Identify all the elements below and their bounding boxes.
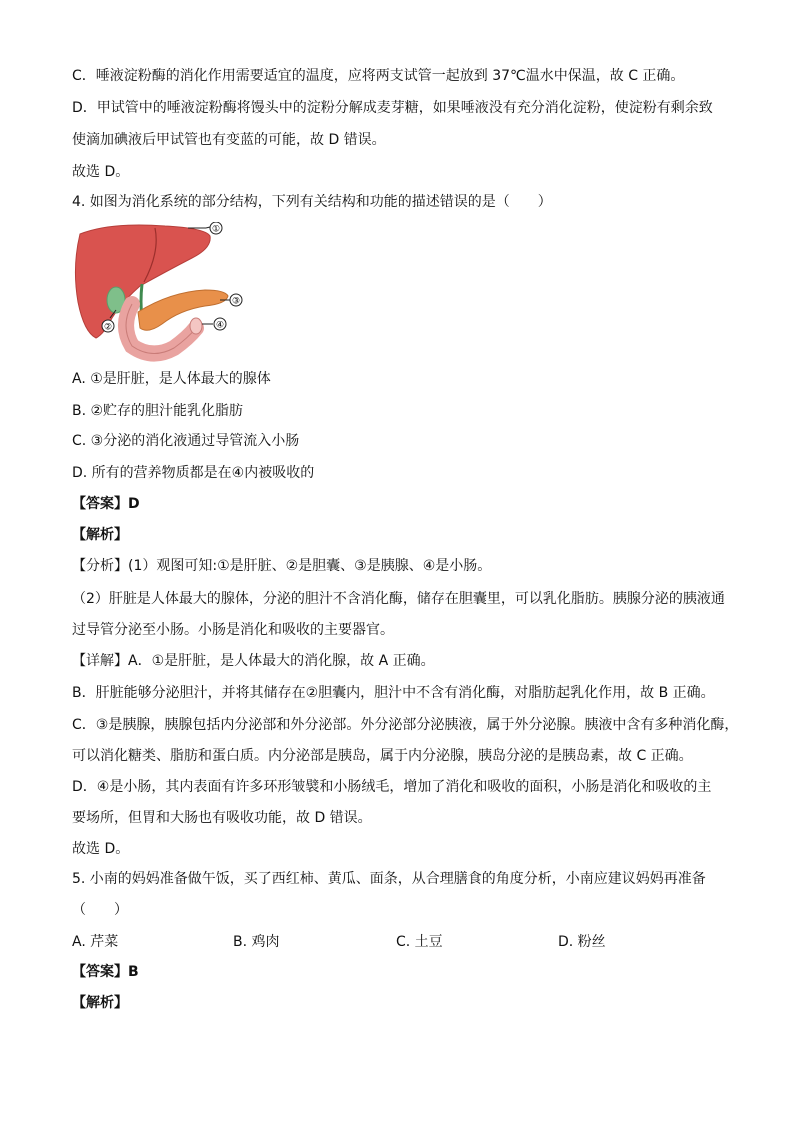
q4-detail-d-cont: 要场所，但胃和大肠也有吸收功能，故 D 错误。 [72, 810, 372, 826]
intestine-opening [190, 318, 202, 334]
q4-select: 故选 D。 [72, 841, 130, 857]
question-4: 4. 如图为消化系统的部分结构，下列有关结构和功能的描述错误的是（ ） [72, 194, 552, 210]
q5-option-c: C. 土豆 [396, 934, 443, 950]
q4-option-d: D. 所有的营养物质都是在④内被吸收的 [72, 465, 315, 481]
text-line-d-explanation: D．甲试管中的唾液淀粉酶将馒头中的淀粉分解成麦芽糖，如果唾液没有充分消化淀粉，使淀粉有剩余致 [72, 100, 713, 116]
label-2: ② [103, 322, 113, 333]
q5-option-a: A. 芹菜 [72, 934, 119, 950]
q4-analysis-3: 过导管分泌至小肠。小肠是消化和吸收的主要器官。 [72, 622, 394, 638]
question-5-blank: （ ） [72, 902, 128, 918]
q4-detail-b: B．肝脏能够分泌胆汁，并将其储存在②胆囊内，胆汁中不含有消化酶，对脂肪起乳化作用，故 B 正确。 [72, 685, 715, 701]
q4-detail-d: D．④是小肠，其内表面有许多环形皱襞和小肠绒毛，增加了消化和吸收的面积，小肠是消化和吸收的主 [72, 779, 712, 795]
q4-option-a: A. ①是肝脏，是人体最大的腺体 [72, 371, 271, 387]
digestive-system-figure [70, 222, 250, 364]
q4-answer: 【答案】D [72, 496, 140, 512]
leader-line-1b [206, 227, 210, 228]
label-4: ④ [215, 320, 225, 331]
q4-analysis-heading: 【解析】 [72, 527, 128, 543]
q4-detail-c: C．③是胰腺，胰腺包括内分泌部和外分泌部。外分泌部分泌胰液，属于外分泌腺。胰液中含有多种消化酶， [72, 717, 739, 733]
q4-analysis-2: （2）肝脏是人体最大的腺体，分泌的胆汁不含消化酶，储存在胆囊里，可以乳化脂肪。胰腺分泌的胰液通 [72, 591, 725, 607]
q4-analysis-1: 【分析】(1）观图可知:①是肝脏、②是胆囊、③是胰腺、④是小肠。 [72, 558, 492, 574]
digestive-organs-illustration [70, 222, 250, 364]
label-1: ① [211, 224, 221, 235]
q5-answer: 【答案】B [72, 964, 139, 980]
q5-analysis-heading: 【解析】 [72, 995, 128, 1011]
text-line-d-explanation-cont: 使滴加碘液后甲试管也有变蓝的可能，故 D 错误。 [72, 132, 386, 148]
text-line-select-d: 故选 D。 [72, 164, 130, 180]
text-line-c-conclusion: C．唾液淀粉酶的消化作用需要适宜的温度，应将两支试管一起放到 37℃温水中保温，故 C 正确。 [72, 68, 685, 84]
q4-option-b: B. ②贮存的胆汁能乳化脂肪 [72, 403, 244, 419]
q5-option-d: D. 粉丝 [558, 934, 606, 950]
q4-detail-a: 【详解】A．①是肝脏，是人体最大的消化腺，故 A 正确。 [72, 653, 435, 669]
label-3: ③ [231, 296, 241, 307]
q5-option-b: B. 鸡肉 [233, 934, 280, 950]
q4-option-c: C. ③分泌的消化液通过导管流入小肠 [72, 433, 300, 449]
question-5: 5. 小南的妈妈准备做午饭，买了西红柿、黄瓜、面条，从合理膳食的角度分析，小南应建议妈妈再准备 [72, 871, 706, 887]
q4-detail-c-cont: 可以消化糖类、脂肪和蛋白质。内分泌部是胰岛，属于内分泌腺，胰岛分泌的是胰岛素，故 C 正确。 [72, 748, 693, 764]
